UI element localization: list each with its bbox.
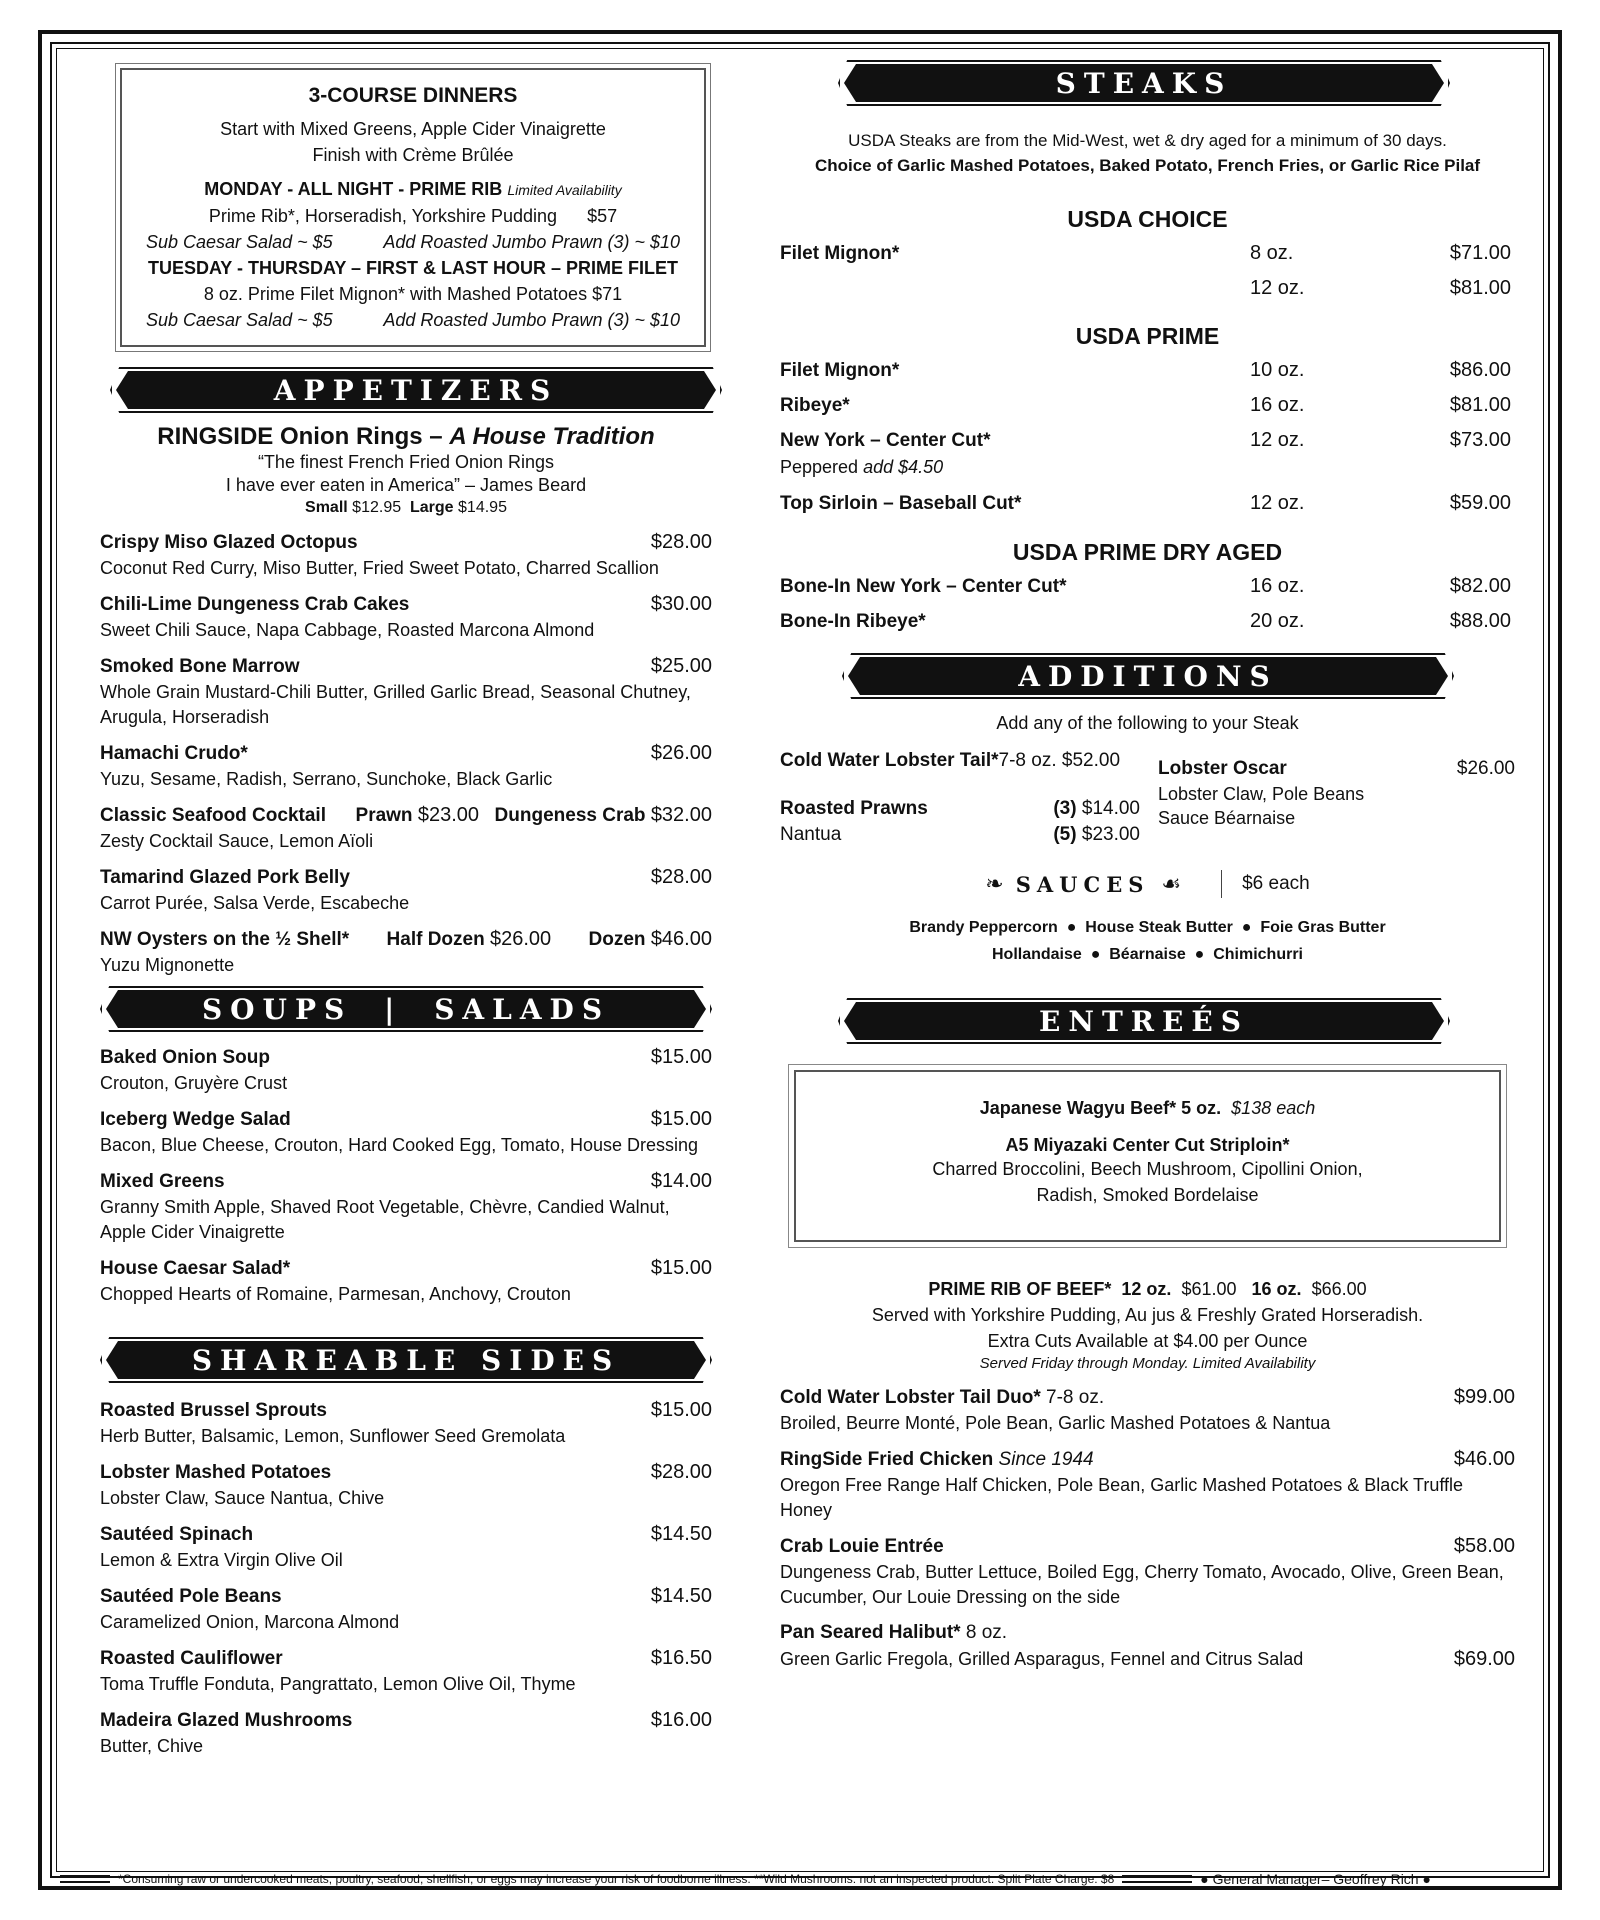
item-price: $28.00 [650, 531, 712, 553]
item-desc: Sweet Chili Sauce, Napa Cabbage, Roasted Marcona Almond [100, 620, 595, 640]
tuesday-options: Sub Caesar Salad ~ $5 Add Roasted Jumbo Prawn (3) ~ $10 [146, 310, 680, 330]
soups-list [100, 1044, 712, 1307]
footer [60, 1870, 1540, 1888]
item-name: Chili-Lime Dungeness Crab Cakes [100, 594, 410, 615]
monday-heading: MONDAY - ALL NIGHT - PRIME RIB Limited Availability [204, 179, 622, 199]
item-price: $14.00 [650, 1170, 712, 1192]
addition-lobster-tail: Cold Water Lobster Tail*7-8 oz. $52.00 [780, 750, 1121, 771]
item-price: $25.00 [650, 655, 712, 677]
item-price: $26.00 [650, 742, 712, 764]
item-desc: Coconut Red Curry, Miso Butter, Fried Sweet Potato, Charred Scallion [100, 558, 659, 578]
bullet-icon: ● [1185, 946, 1214, 963]
left-column [100, 60, 712, 1759]
dinners-line1: Start with Mixed Greens, Apple Cider Vinaigrette [220, 119, 606, 139]
addition-prawns: Roasted Prawns (3) $14.00 [780, 798, 1140, 819]
sauce-item: Foie Gras Butter [1260, 919, 1386, 936]
item-desc: Whole Grain Mustard-Chili Butter, Grilled Garlic Bread, Seasonal Chutney, Arugula, Horseradish [100, 682, 691, 727]
bullet-icon: ● [1057, 919, 1086, 936]
item-name: Hamachi Crudo* [100, 743, 248, 764]
footer-disclaimer: *Consuming raw or undercooked meats, poultry, seafood, shellfish, or eggs may increase your risk of foodborne illness. **Wild Mushrooms: not an inspected product. Split Plate Charge: $8 [118, 1872, 1115, 1886]
halibut: Pan Seared Halibut* 8 oz. Green Garlic Fregola, Grilled Asparagus, Fennel and Citrus Salad $69.00 [780, 1622, 1515, 1670]
item-desc: Lobster Claw, Sauce Nantua, Chive [100, 1488, 385, 1508]
onion-quote-2: I have ever eaten in America” – James Beard [225, 475, 587, 495]
item-name: Sautéed Spinach [100, 1524, 254, 1545]
item-name: House Caesar Salad* [100, 1258, 291, 1279]
item-name: RingSide Fried Chicken [780, 1449, 994, 1470]
side-item [100, 1583, 712, 1635]
steaks-banner: STEAKS [844, 60, 1444, 106]
item-price: $15.00 [650, 1257, 712, 1279]
item-desc: Crouton, Gruyère Crust [100, 1073, 288, 1093]
sauce-item: Brandy Peppercorn [909, 919, 1058, 936]
item-desc: Herb Butter, Balsamic, Lemon, Sunflower Seed Gremolata [100, 1426, 566, 1446]
item-desc: Lemon & Extra Virgin Olive Oil [100, 1550, 343, 1570]
bullet-icon: ● [1081, 946, 1110, 963]
prime-rib-block: PRIME RIB OF BEEF* 12 oz. $61.00 16 oz. $66.00 Served with Yorkshire Pudding, Au jus & Freshly Grated Horseradish. Extra Cuts Available at $4.00 per Ounce Served Friday through Monday. Limited Availability [871, 1279, 1424, 1372]
steak-row: Bone-In Ribeye* 20 oz. $88.00 [780, 610, 1511, 632]
item-desc: Chopped Hearts of Romaine, Parmesan, Anchovy, Crouton [100, 1284, 571, 1304]
right-column [780, 60, 1515, 1672]
item-desc: Bacon, Blue Cheese, Crouton, Hard Cooked Egg, Tomato, House Dressing [100, 1135, 698, 1155]
item-desc: Butter, Chive [100, 1736, 204, 1756]
sauce-item: House Steak Butter [1085, 919, 1233, 936]
item-desc: Oregon Free Range Half Chicken, Pole Bean, Garlic Mashed Potatoes & Black Truffle Honey [780, 1475, 1464, 1520]
steak-row: Filet Mignon* 10 oz. $86.00 [780, 359, 1511, 381]
soup-salad-item [100, 1106, 712, 1158]
item-price: $46.00 [1453, 1448, 1515, 1470]
appetizer-item [100, 653, 712, 730]
item-price: $14.50 [650, 1523, 712, 1545]
monday-item: Prime Rib*, Horseradish, Yorkshire Pudding $57 [208, 206, 618, 226]
item-name: Baked Onion Soup [100, 1047, 270, 1068]
side-item [100, 1645, 712, 1697]
entrees-list [780, 1384, 1515, 1610]
sides-list [100, 1397, 712, 1759]
steaks-intro: USDA Steaks are from the Mid-West, wet & dry aged for a minimum of 30 days. Choice of Garlic Mashed Potatoes, Baked Potato, French Fries, or Garlic Rice Pilaf [814, 131, 1481, 175]
item-desc: Caramelized Onion, Marcona Almond [100, 1612, 400, 1632]
additions-grid [780, 748, 1515, 848]
wagyu-box [794, 1070, 1501, 1242]
side-item [100, 1521, 712, 1573]
item-price: $16.50 [650, 1647, 712, 1669]
item-name: Roasted Cauliflower [100, 1648, 283, 1669]
soups-salads-banner: SOUPS | SALADS [106, 986, 706, 1032]
three-course-dinners-box [120, 68, 706, 347]
item-name: Madeira Glazed Mushrooms [100, 1710, 353, 1731]
dry-aged-list [780, 571, 1515, 637]
flourish-left-icon: ❧ [985, 871, 1004, 896]
pork-belly: Tamarind Glazed Pork Belly $28.00 Carrot Purée, Salsa Verde, Escabeche [100, 866, 712, 913]
a5-desc-2: Radish, Smoked Bordelaise [1036, 1185, 1259, 1205]
usda-dry-aged-title: USDA PRIME DRY AGED [1012, 539, 1283, 565]
item-desc: Granny Smith Apple, Shaved Root Vegetable, Chèvre, Candied Walnut, Apple Cider Vinaigrette [100, 1197, 670, 1242]
item-name: Crispy Miso Glazed Octopus [100, 532, 358, 553]
entrees-banner: ENTREÉS [844, 998, 1444, 1044]
addition-prawns-5: Nantua (5) $23.00 [780, 824, 1140, 845]
item-price: $99.00 [1453, 1386, 1515, 1408]
item-price: $58.00 [1453, 1535, 1515, 1557]
footer-manager: ● General Manager– Geoffrey Rich ● [1200, 1871, 1431, 1887]
soup-salad-item [100, 1044, 712, 1096]
steak-row: Ribeye* 16 oz. $81.00 [780, 394, 1511, 416]
item-name: Crab Louie Entrée [780, 1536, 944, 1557]
usda-prime-title: USDA PRIME [1075, 323, 1220, 349]
item-name: Sautéed Pole Beans [100, 1586, 282, 1607]
tuesday-item: 8 oz. Prime Filet Mignon* with Mashed Potatoes $71 [203, 284, 623, 304]
steak-row: New York – Center Cut* 12 oz. $73.00 [780, 429, 1511, 451]
item-price: $28.00 [650, 1461, 712, 1483]
onion-sizes: Small $12.95 Large $14.95 [305, 499, 507, 516]
item-name: Roasted Brussel Sprouts [100, 1400, 327, 1421]
item-desc: Dungeness Crab, Butter Lettuce, Boiled Egg, Cherry Tomato, Avocado, Olive, Green Bean, Cucumber, Our Louie Dressing on the side [780, 1562, 1504, 1607]
item-name: Lobster Mashed Potatoes [100, 1462, 332, 1483]
item-price: $15.00 [650, 1108, 712, 1130]
appetizer-item [100, 740, 712, 792]
seafood-cocktail: Classic Seafood Cocktail Prawn $23.00 Dungeness Crab $32.00 Zesty Cocktail Sauce, Lemon Aïoli [100, 804, 712, 851]
appetizer-list [100, 529, 712, 792]
item-desc: Toma Truffle Fonduta, Pangrattato, Lemon Olive Oil, Thyme [100, 1674, 576, 1694]
side-item [100, 1459, 712, 1511]
soup-salad-item [100, 1168, 712, 1245]
oysters: NW Oysters on the ½ Shell* Half Dozen $26.00 Dozen $46.00 Yuzu Mignonette [100, 928, 712, 975]
steak-row: 12 oz. $81.00 [1250, 277, 1511, 299]
flourish-right-icon: ☙ [1161, 871, 1182, 896]
additions-banner: ADDITIONS [848, 653, 1448, 699]
item-price: $16.00 [650, 1709, 712, 1731]
item-price: $30.00 [650, 593, 712, 615]
tuesday-heading: TUESDAY - THURSDAY – FIRST & LAST HOUR – PRIME FILET [147, 258, 679, 278]
item-name: Mixed Greens [100, 1171, 225, 1192]
usda-choice-title: USDA CHOICE [1067, 206, 1228, 232]
dinners-line2: Finish with Crème Brûlée [312, 145, 514, 165]
sauces-list [780, 914, 1515, 968]
side-item [100, 1707, 712, 1759]
onion-quote-1: “The finest French Fried Onion Rings [257, 452, 555, 472]
wagyu-line: Japanese Wagyu Beef* 5 oz. $138 each [979, 1098, 1316, 1118]
steak-row-sirloin: Top Sirloin – Baseball Cut* 12 oz. $59.00 [780, 492, 1511, 514]
sauces-header: ❧ SAUCES ☙ $6 each [985, 871, 1310, 897]
side-item [100, 1397, 712, 1449]
prime-list [780, 355, 1515, 456]
steak-row: Bone-In New York – Center Cut* 16 oz. $82.00 [780, 575, 1511, 597]
item-name: Cold Water Lobster Tail Duo* [780, 1387, 1041, 1408]
entree-item: RingSide Fried Chicken Since 1944 $46.00 Oregon Free Range Half Chicken, Pole Bean, Garlic Mashed Potatoes & Black Truffle Honey [780, 1446, 1515, 1523]
choice-list [780, 238, 1515, 303]
soup-salad-item [100, 1255, 712, 1307]
sides-banner: SHAREABLE SIDES [106, 1337, 706, 1383]
a5-desc-1: Charred Broccolini, Beech Mushroom, Cipollini Onion, [932, 1159, 1363, 1179]
monday-options: Sub Caesar Salad ~ $5 Add Roasted Jumbo Prawn (3) ~ $10 [146, 232, 680, 252]
dinners-title: 3-COURSE DINNERS [308, 84, 518, 107]
sauce-item: Hollandaise [991, 946, 1082, 963]
item-desc: Yuzu, Sesame, Radish, Serrano, Sunchoke, Black Garlic [100, 769, 553, 789]
steak-row: Filet Mignon* 8 oz. $71.00 [780, 242, 1511, 264]
item-name: Smoked Bone Marrow [100, 656, 300, 677]
entree-item: Cold Water Lobster Tail Duo* 7-8 oz. $99.00 Broiled, Beurre Monté, Pole Bean, Garlic Mashed Potatoes & Nantua [780, 1384, 1515, 1436]
sauce-item: Chimichurri [1213, 946, 1303, 963]
a5-title: A5 Miyazaki Center Cut Striploin* [1005, 1135, 1290, 1155]
item-price: $14.50 [650, 1585, 712, 1607]
bullet-icon: ● [1232, 919, 1261, 936]
item-price: $15.00 [650, 1046, 712, 1068]
onion-rings [100, 423, 712, 519]
entree-item [780, 1533, 1515, 1610]
peppered-note: Peppered add $4.50 [780, 457, 944, 477]
onion-rings-title: RINGSIDE Onion Rings – A House Tradition [157, 423, 655, 450]
monday-price: $57 [587, 206, 618, 226]
addition-oscar: Lobster Oscar $26.00 Lobster Claw, Pole Beans Sauce Béarnaise [1158, 758, 1515, 828]
additions-intro: Add any of the following to your Steak [996, 713, 1299, 733]
item-name: Iceberg Wedge Salad [100, 1109, 291, 1130]
sauce-item: Béarnaise [1109, 946, 1186, 963]
appetizer-item [100, 591, 712, 643]
appetizer-item [100, 529, 712, 581]
appetizers-banner: APPETIZERS [116, 367, 716, 413]
item-desc: Broiled, Beurre Monté, Pole Bean, Garlic Mashed Potatoes & Nantua [780, 1413, 1331, 1433]
monday-note: Limited Availability [507, 182, 622, 198]
item-price: $15.00 [650, 1399, 712, 1421]
